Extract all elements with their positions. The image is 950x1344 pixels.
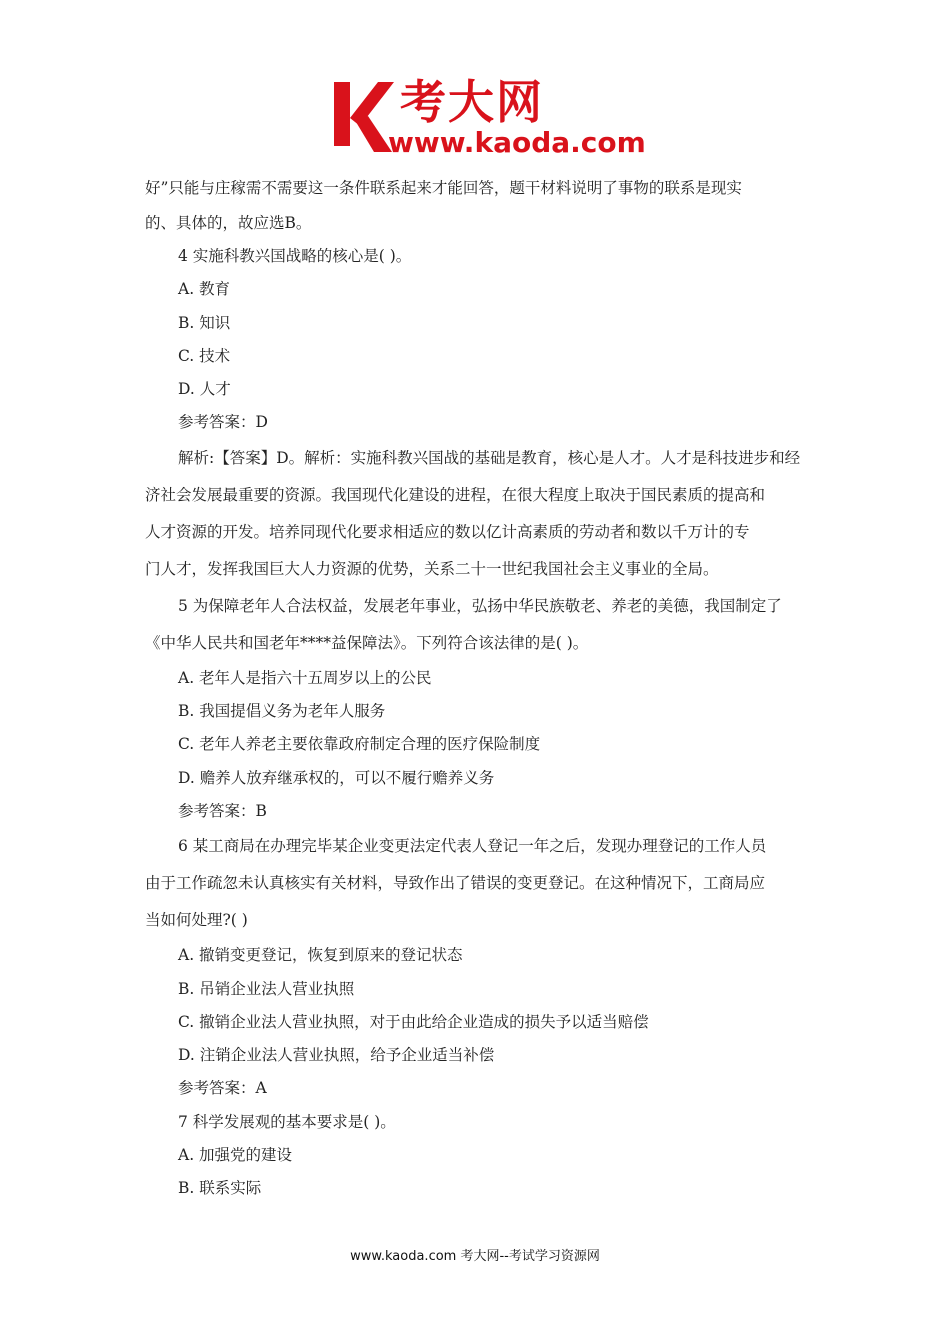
prev-explanation-line: 好”只能与庄稼需不需要这一条件联系起来才能回答，题干材料说明了事物的联系是现实 [145, 179, 742, 197]
brand-name: 考大网 [400, 75, 544, 129]
question-6-stem: 6 某工商局在办理完毕某企业变更法定代表人登记一年之后，发现办理登记的工作人员 [178, 837, 767, 856]
question-4-stem: 4 实施科教兴国战略的核心是( )。 [178, 247, 412, 265]
question-6-option: A. 撤销变更登记，恢复到原来的登记状态 [178, 946, 463, 965]
question-7-stem: 7 科学发展观的基本要求是( )。 [178, 1112, 396, 1131]
question-4-option: C. 技术 [178, 346, 231, 365]
question-4-answer: 参考答案：D [178, 413, 268, 432]
question-6-option: D. 注销企业法人营业执照，给予企业适当补偿 [178, 1046, 495, 1065]
prev-explanation-line: 的、具体的，故应选B。 [145, 214, 312, 232]
question-4-analysis: 解析:【答案】D。解析：实施科教兴国战的基础是教育，核心是人才。人才是科技进步和经 [178, 448, 801, 467]
question-5-stem: 5 为保障老年人合法权益，发展老年事业，弘扬中华民族敬老、养老的美德，我国制定了 [178, 596, 782, 615]
question-5-option: D. 赡养人放弃继承权的，可以不履行赡养义务 [178, 768, 495, 787]
page-footer: www.kaoda.com 考大网--考试学习资源网 [350, 1249, 600, 1264]
question-4-analysis: 门人才，发挥我国巨大人力资源的优势，关系二十一世纪我国社会主义事业的全局。 [145, 559, 719, 578]
question-6-stem: 由于工作疏忽未认真核实有关材料，导致作出了错误的变更登记。在这种情况下，工商局应 [145, 874, 766, 893]
site-logo [330, 74, 660, 164]
question-6-answer: 参考答案：A [178, 1079, 267, 1098]
question-4-option: A. 教育 [178, 280, 231, 299]
question-4-option: B. 知识 [178, 313, 231, 332]
question-4-analysis: 济社会发展最重要的资源。我国现代化建设的进程，在很大程度上取决于国民素质的提高和 [145, 485, 766, 504]
question-5-option: A. 老年人是指六十五周岁以上的公民 [178, 668, 432, 687]
question-7-option: B. 联系实际 [178, 1179, 262, 1198]
question-7-option: A. 加强党的建设 [178, 1146, 293, 1165]
question-6-option: B. 吊销企业法人营业执照 [178, 979, 355, 998]
question-5-option: B. 我国提倡义务为老年人服务 [178, 702, 386, 721]
question-6-stem: 当如何处理?( ) [145, 911, 248, 930]
document-body [145, 170, 810, 1206]
question-4-option: D. 人才 [178, 380, 231, 399]
question-5-answer: 参考答案：B [178, 801, 267, 820]
question-5-stem: 《中华人民共和国老年****益保障法》。下列符合该法律的是( )。 [145, 633, 589, 652]
brand-url: www.kaoda.com [388, 126, 646, 159]
question-4-analysis: 人才资源的开发。培养同现代化要求相适应的数以亿计高素质的劳动者和数以千万计的专 [145, 522, 750, 541]
k-logo-icon [330, 74, 394, 154]
question-6-option: C. 撤销企业法人营业执照，对于由此给企业造成的损失予以适当赔偿 [178, 1012, 649, 1031]
question-5-option: C. 老年人养老主要依靠政府制定合理的医疗保险制度 [178, 735, 541, 754]
